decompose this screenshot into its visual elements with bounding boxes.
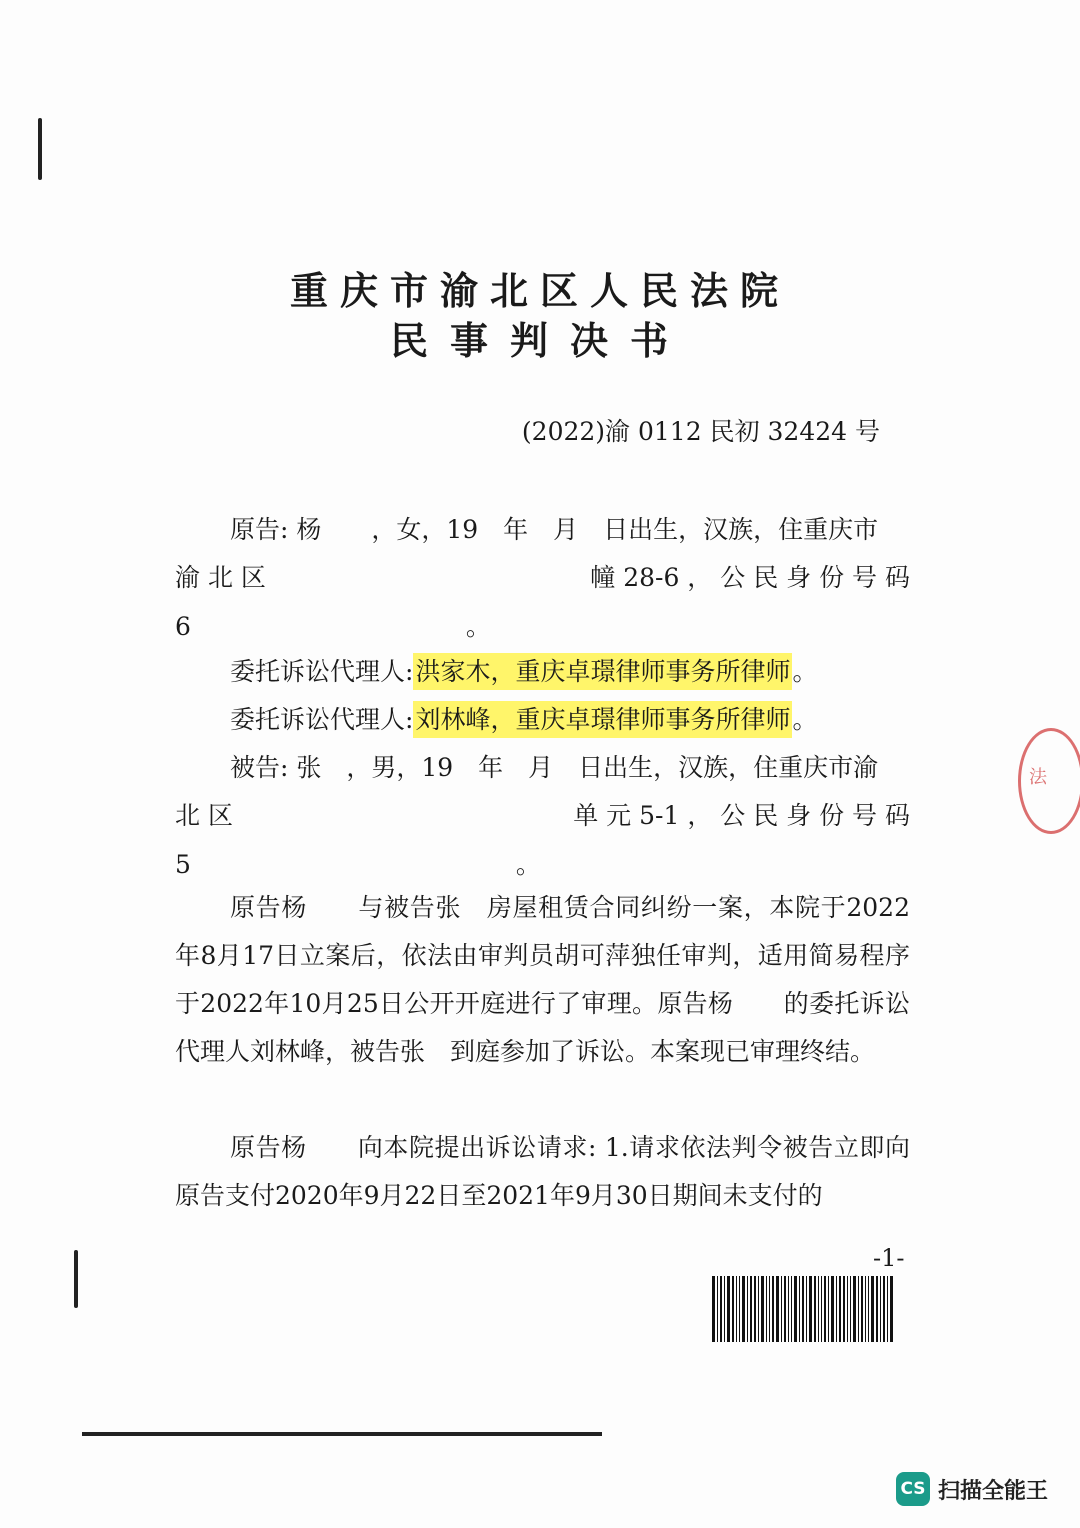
barcode-bar [890,1276,893,1342]
barcode-bar [880,1276,881,1342]
barcode-bar [853,1276,856,1342]
agent-end: 。 [792,705,818,734]
agent-end: 。 [792,657,818,686]
agent-label: 委托诉讼代理人: [230,705,414,734]
defendant-line-1: 被告: 张 ，男，19 年 月 日出生，汉族，住重庆市渝 [230,753,879,782]
barcode-bar [824,1276,826,1342]
camscanner-logo-icon: CS [896,1472,930,1506]
barcode-bar [712,1276,715,1342]
plaintiff-line-3: 6 。 [175,612,491,641]
barcode-bar [861,1276,863,1342]
defendant-district: 北 区 [175,801,233,830]
barcode-bar [717,1276,718,1342]
barcode-bar [828,1276,829,1342]
agent-line-2 [230,700,910,736]
scan-edge-mark-top [38,118,42,180]
barcode-bar [791,1276,792,1342]
defendant-id-label: 单 元 5-1 ， 公 民 身 份 号 码 [573,801,910,830]
barcode-bar [794,1276,797,1342]
barcode-bar [871,1276,874,1342]
barcode-bar [865,1276,866,1342]
barcode-bar [769,1276,770,1342]
barcode-bar [754,1276,756,1342]
page-number: -1- [873,1244,905,1272]
barcode-bar [720,1276,722,1342]
plaintiff-line-1: 原告: 杨 ，女，19 年 月 日出生，汉族，住重庆市 [230,515,879,544]
barcode-bar [727,1276,730,1342]
barcode-bar [821,1276,822,1342]
barcode-bar [887,1276,888,1342]
barcode-bar [766,1276,767,1342]
page-bottom-edge [82,1432,602,1436]
barcode-bar [772,1276,774,1342]
barcode-bar [876,1276,878,1342]
plaintiff-district: 渝 北 区 [175,563,266,592]
plaintiff-id-label: 幢 28-6 ， 公 民 身 份 号 码 [590,563,910,592]
barcode-bar [814,1276,816,1342]
barcode [712,1276,910,1342]
agent-line-1 [230,652,910,688]
barcode-bar [868,1276,869,1342]
barcode-bar [781,1276,782,1342]
barcode-bar [836,1276,837,1342]
barcode-bar [839,1276,841,1342]
plaintiff-line-2 [175,558,910,594]
barcode-bar [843,1276,845,1342]
court-seal-fragment [1018,728,1080,834]
seal-text: 法 [1029,767,1047,788]
court-name-heading: 重庆市渝北区人民法院 [289,268,790,313]
barcode-bar [776,1276,779,1342]
barcode-bar [831,1276,834,1342]
barcode-bar [850,1276,851,1342]
barcode-bar [802,1276,804,1342]
agent-label: 委托诉讼代理人: [230,657,414,686]
agent-name-highlight: 刘林峰，重庆卓璟律师事务所律师 [413,701,792,738]
barcode-bar [806,1276,807,1342]
camscanner-name: 扫描全能王 [938,1478,1049,1504]
barcode-bar [732,1276,734,1342]
defendant-line-3: 5 。 [175,850,541,879]
case-number: (2022)渝 0112 民初 32424 号 [521,417,880,446]
barcode-bar [858,1276,859,1342]
barcode-bar [736,1276,737,1342]
barcode-bar [750,1276,752,1342]
agent-name-highlight: 洪家木，重庆卓璟律师事务所律师 [413,653,792,690]
barcode-bar [747,1276,748,1342]
document-type-heading: 民事判决书 [389,318,690,363]
case-summary-paragraph: 原告杨 与被告张 房屋租赁合同纠纷一案，本院于2022年8月17日立案后，依法由审判员胡可萍独任审判，适用简易程序于2022年10月25日公开开庭进行了审理。原告杨 的委托诉讼代理人刘林峰，被告张 到庭参加了诉讼。本案现已审理终结。 [175,893,910,1066]
camscanner-watermark [896,1472,1048,1506]
barcode-bar [761,1276,764,1342]
barcode-bar [742,1276,745,1342]
barcode-bar [724,1276,725,1342]
barcode-bar [788,1276,789,1342]
defendant-line-2 [175,796,910,832]
claims-paragraph: 原告杨 向本院提出诉讼请求: 1.请求依法判令被告立即向原告支付2020年9月22日至2021年9月30日期间未支付的 [175,1133,910,1210]
barcode-bar [739,1276,740,1342]
barcode-bar [818,1276,819,1342]
barcode-bar [799,1276,800,1342]
barcode-bar [847,1276,848,1342]
barcode-bar [809,1276,812,1342]
barcode-bar [883,1276,885,1342]
barcode-bar [758,1276,759,1342]
barcode-bar [784,1276,786,1342]
scan-edge-mark-bottom [74,1250,78,1308]
